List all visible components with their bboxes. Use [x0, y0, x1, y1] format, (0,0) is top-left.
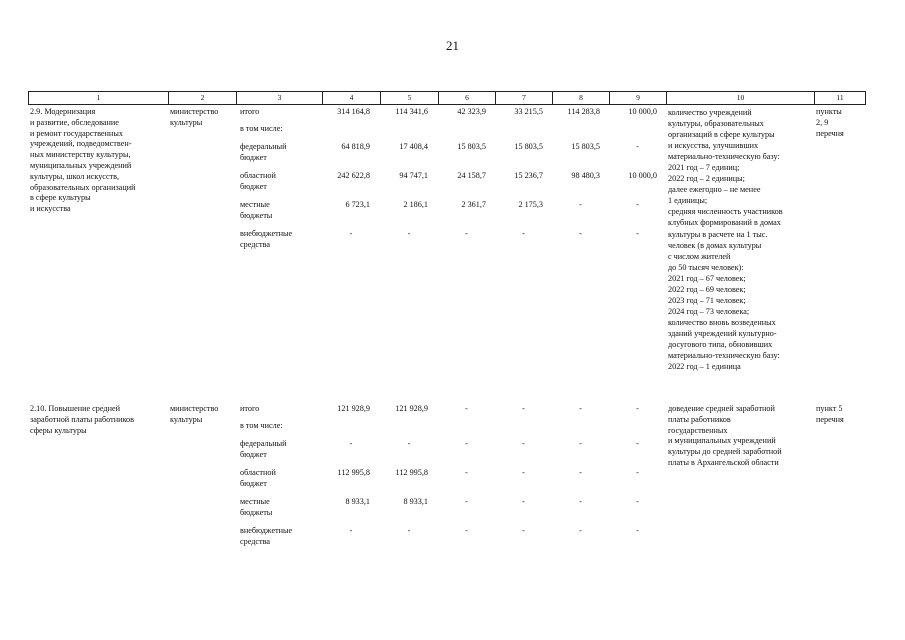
value-2023: -	[522, 229, 525, 238]
value-2021: 114 341,6	[395, 107, 428, 116]
value-2023: 33 215,5	[514, 107, 543, 116]
value-2025: -	[636, 200, 639, 209]
source-label: местные бюджеты	[240, 200, 273, 220]
value-2021: -	[407, 439, 411, 448]
value-2025: -	[636, 526, 639, 535]
target-indicators: доведение средней заработной платы работников государственных и муниципальных учреждений культуры до средней заработной платы в Архангельской области	[668, 404, 782, 467]
executor: министерство культуры	[170, 404, 219, 424]
header-col-1: 1	[29, 92, 169, 104]
value-2021: -	[407, 526, 411, 535]
value-2022: 42 323,9	[457, 107, 486, 116]
header-col-9: 9	[610, 92, 667, 104]
value-2022: -	[465, 468, 468, 477]
source-label: федеральный бюджет	[240, 142, 287, 162]
value-2022: 15 803,5	[457, 142, 486, 151]
value-2024: -	[579, 439, 582, 448]
table-header-row	[28, 91, 866, 105]
value-2024: -	[579, 229, 582, 238]
value-2023: 15 236,7	[514, 171, 543, 180]
value-2021: 121 928,9	[395, 404, 428, 413]
executor: министерство культуры	[170, 107, 219, 127]
value-2025: -	[636, 439, 639, 448]
header-col-11: 11	[836, 93, 844, 102]
value-2022: -	[465, 439, 468, 448]
value-2022: -	[465, 526, 468, 535]
value-2023: 2 175,3	[518, 200, 543, 209]
program-table	[28, 91, 866, 546]
header-col-7: 7	[496, 92, 553, 104]
value-total: 112 995,8	[337, 468, 370, 477]
value-2024: 114 283,8	[567, 107, 600, 116]
list-items-reference: пункт 5 перечня	[816, 404, 844, 424]
header-col-10: 10	[667, 92, 815, 104]
target-indicators: количество учреждений культуры, образовательных организаций в сфере культуры и искусства, улучшивших материально-техническую базу: 2021 год – 7 единиц; 2022 год – 2 единицы; далее ежегодно – не менее 1 единицы; средняя численность участников клубных формирований в домах культуры в расчете на 1 тыс. человек (в домах культуры с числом жителей до 50 тысяч человек): 2021 год – 67 человек; 2022 год – 69 человек; 2023 год – 71 человек; 2024 год – 73 человека; количество вновь возведенных зданий учреждений культурно- досугового типа, обновивших материально-техническую базу: 2022 год – 1 единица	[668, 108, 783, 372]
value-2021: 17 408,4	[399, 142, 428, 151]
value-2022: -	[465, 404, 468, 413]
value-2024: 15 803,5	[571, 142, 600, 151]
activity-name: 2.9. Модернизация и развитие, обследование и ремонт государственных учреждений, подведомствен- ных министерству культуры, муниципальных учреждений культуры, школ искусств, образовательных организаций в сфере культуры и искусства	[30, 107, 136, 214]
value-total: -	[349, 526, 353, 535]
value-2021: 2 186,1	[403, 200, 428, 209]
value-2022: 24 158,7	[457, 171, 486, 180]
value-2024: -	[579, 526, 582, 535]
activity-name: 2.10. Повышение средней заработной платы работников сферы культуры	[30, 404, 134, 435]
value-2024: -	[579, 497, 582, 506]
value-2025: -	[636, 468, 639, 477]
value-2025: -	[636, 142, 639, 151]
value-2025: 10 000,0	[628, 107, 657, 116]
source-label: областной бюджет	[240, 171, 276, 191]
value-2022: -	[465, 229, 468, 238]
header-col-8: 8	[553, 92, 610, 104]
value-2025: -	[636, 404, 639, 413]
header-col-4: 4	[323, 92, 381, 104]
value-2025: -	[636, 497, 639, 506]
value-2024: -	[579, 468, 582, 477]
value-2021: -	[407, 229, 411, 238]
value-total: 242 622,8	[337, 171, 370, 180]
value-2023: -	[522, 404, 525, 413]
value-total: -	[349, 229, 353, 238]
value-2023: 15 803,5	[514, 142, 543, 151]
value-2022: 2 361,7	[461, 200, 486, 209]
value-total: 314 164,8	[337, 107, 370, 116]
value-2024: -	[579, 404, 582, 413]
value-2024: -	[579, 200, 582, 209]
page-number: 21	[446, 38, 459, 53]
source-label: в том числе:	[240, 421, 283, 430]
source-label: федеральный бюджет	[240, 439, 287, 459]
source-label: итого	[240, 107, 260, 116]
value-2021: 112 995,8	[395, 468, 428, 477]
header-col-5: 5	[381, 92, 439, 104]
value-2021: 94 747,1	[399, 171, 428, 180]
value-2024: 98 480,3	[571, 171, 600, 180]
value-2023: -	[522, 497, 525, 506]
header-col-6: 6	[439, 92, 496, 104]
source-label: областной бюджет	[240, 468, 276, 488]
header-col-2: 2	[169, 92, 237, 104]
list-items-reference: пункты 2, 9 перечня	[816, 107, 844, 138]
value-total: 121 928,9	[337, 404, 370, 413]
value-2023: -	[522, 468, 525, 477]
value-2023: -	[522, 526, 525, 535]
value-total: -	[349, 439, 353, 448]
value-2022: -	[465, 497, 468, 506]
header-col-3: 3	[237, 92, 323, 104]
source-label: местные бюджеты	[240, 497, 273, 517]
value-2025: 10 000,0	[628, 171, 657, 180]
value-2025: -	[636, 229, 639, 238]
source-label: итого	[240, 404, 260, 413]
source-label: внебюджетные средства	[240, 526, 293, 546]
value-total: 8 933,1	[345, 497, 370, 506]
value-total: 64 818,9	[341, 142, 370, 151]
value-total: 6 723,1	[345, 200, 370, 209]
source-label: в том числе:	[240, 124, 283, 133]
value-2023: -	[522, 439, 525, 448]
source-label: внебюджетные средства	[240, 229, 293, 249]
value-2021: 8 933,1	[403, 497, 428, 506]
